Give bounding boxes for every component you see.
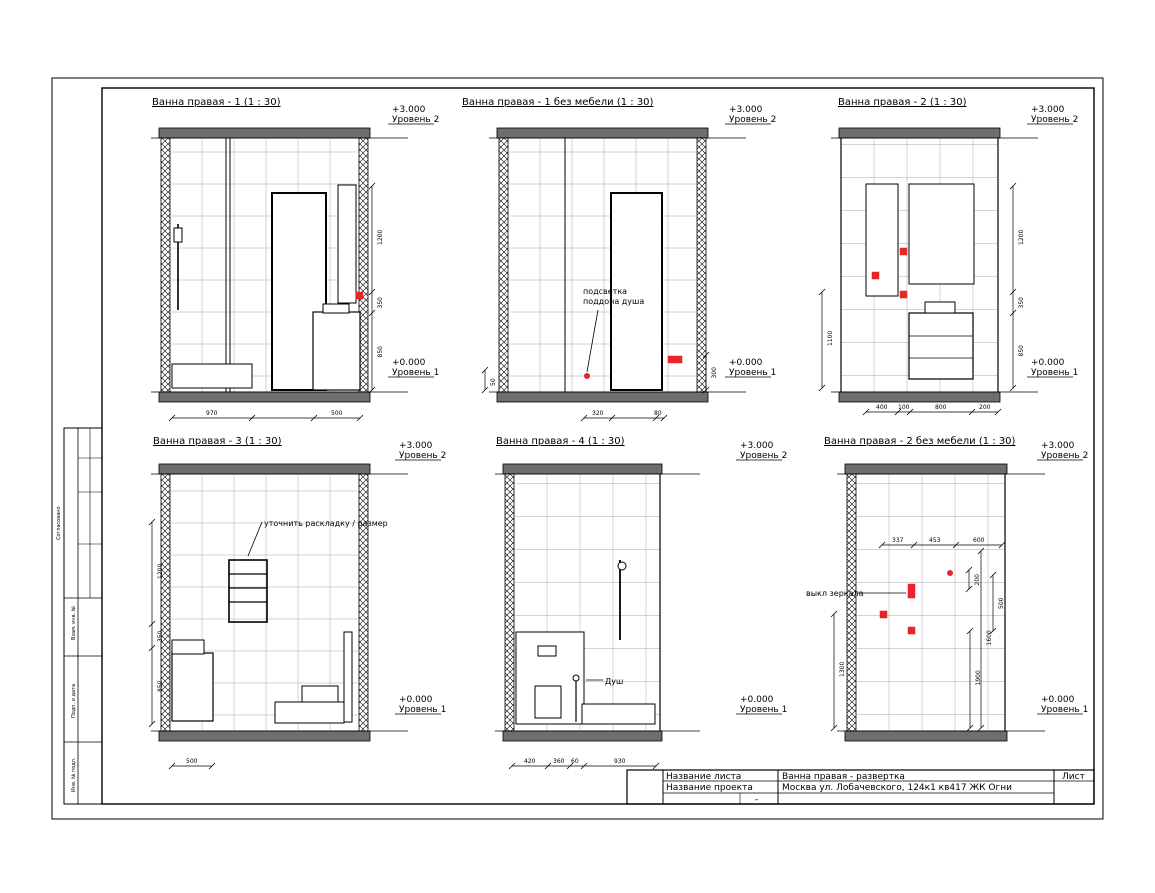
vanity-cabinet	[172, 653, 213, 721]
view-2	[462, 97, 776, 421]
view-title: Ванна правая - 2 (1 : 30)	[838, 97, 967, 108]
level-name-top: Уровень 2	[1041, 451, 1089, 461]
light-marker	[947, 570, 953, 576]
wall-section-right	[359, 474, 368, 731]
floor-slab	[845, 731, 1007, 741]
level-name-bottom: Уровень 1	[392, 368, 440, 378]
pipe-box	[344, 632, 352, 722]
level-mark-top: +3.000	[1041, 441, 1075, 451]
dimension-label: 930	[614, 758, 626, 765]
leader-line	[587, 310, 598, 372]
mirror-cabinet	[866, 184, 898, 296]
socket-marker	[908, 591, 915, 598]
dimension-label: 50	[490, 378, 497, 386]
wall-section-left	[161, 138, 170, 392]
floor-slab	[497, 392, 708, 402]
view-3	[819, 97, 1078, 415]
dimension-label: 1200	[377, 229, 384, 245]
view-4	[149, 436, 446, 769]
dimension-label: 1300	[839, 661, 846, 677]
wall-section-left	[499, 138, 508, 392]
ceiling-slab	[839, 128, 1000, 138]
dimension-label: 1200	[157, 563, 164, 579]
dimension-label: 1900	[975, 670, 982, 686]
socket-marker	[880, 611, 887, 618]
dimension-label: 320	[592, 410, 604, 417]
vanity-cabinet	[313, 312, 360, 390]
dimension-label: 500	[186, 758, 198, 765]
floor-slab	[503, 731, 662, 741]
view-title: Ванна правая - 4 (1 : 30)	[496, 436, 625, 447]
side-stamp	[56, 428, 102, 804]
ceiling-slab	[159, 128, 370, 138]
dimension-label: 200	[979, 404, 991, 411]
ceiling-slab	[503, 464, 662, 474]
ceiling-slab	[497, 128, 708, 138]
annotation-text: выкл зеркала	[806, 589, 864, 598]
leader-line	[248, 522, 262, 556]
shower-tray	[172, 364, 252, 388]
towel-rail	[229, 560, 267, 622]
wall-section-right	[697, 138, 706, 392]
level-name-top: Уровень 2	[740, 451, 788, 461]
dimension-label: 1600	[986, 630, 993, 646]
project-name-value: Москва ул. Лобачевского, 124к1 кв417 ЖК Огни	[782, 783, 1012, 793]
socket-marker	[900, 291, 907, 298]
level-name-bottom: Уровень 1	[399, 705, 447, 715]
annotation-text: подсветка	[583, 287, 628, 296]
level-name-top: Уровень 2	[392, 115, 440, 125]
mirror-cabinet	[338, 185, 356, 303]
dimension-label: 800	[935, 404, 947, 411]
dimension-label: 420	[524, 758, 536, 765]
dimension-label: 850	[157, 680, 164, 692]
view-1	[151, 97, 439, 421]
washbasin	[925, 302, 955, 313]
level-mark-top: +3.000	[1031, 105, 1065, 115]
dimension-label: 350	[157, 630, 164, 642]
annotation-text: поддона душа	[583, 297, 645, 306]
annotation-text: уточнить раскладку / размер	[264, 519, 388, 528]
level-mark-bottom: +0.000	[740, 695, 774, 705]
flush-button	[538, 646, 556, 656]
annotation-text: Душ	[605, 677, 624, 686]
socket-marker	[668, 356, 675, 363]
project-name-label: Название проекта	[666, 783, 753, 793]
level-mark-bottom: +0.000	[392, 358, 426, 368]
list-label: Лист	[1062, 772, 1085, 782]
view-title: Ванна правая - 1 (1 : 30)	[152, 97, 281, 108]
bathtub-edge	[275, 702, 344, 723]
stamp-text: Подп. и дата	[71, 683, 77, 718]
dimension-label: 850	[1018, 345, 1025, 357]
floor-slab	[839, 392, 1000, 402]
dimension-label: 500	[998, 597, 1005, 609]
dimension-label: 200	[974, 574, 981, 586]
views-layer	[149, 97, 1088, 769]
shower-tray	[582, 704, 655, 724]
socket-marker	[908, 627, 915, 634]
socket-marker	[908, 584, 915, 591]
view-6	[806, 436, 1088, 741]
dimension-label: 600	[973, 537, 985, 544]
dimension-label: 500	[331, 410, 343, 417]
level-name-bottom: Уровень 1	[1031, 368, 1079, 378]
floor-slab	[159, 731, 370, 741]
dimension-label: 350	[1018, 297, 1025, 309]
dimension-label: 360	[553, 758, 565, 765]
level-mark-top: +3.000	[729, 105, 763, 115]
level-mark-top: +3.000	[740, 441, 774, 451]
hygienic-shower-icon	[573, 675, 579, 681]
washbasin	[172, 640, 204, 654]
level-name-top: Уровень 2	[729, 115, 777, 125]
dimension-label: 60	[571, 758, 579, 765]
dash-mark: -	[755, 795, 759, 805]
shower-head-icon	[174, 228, 182, 242]
level-mark-bottom: +0.000	[1041, 695, 1075, 705]
light-marker	[584, 373, 590, 379]
level-mark-bottom: +0.000	[399, 695, 433, 705]
wall-hung-toilet	[535, 686, 561, 718]
socket-marker	[872, 272, 879, 279]
level-mark-bottom: +0.000	[1031, 358, 1065, 368]
level-name-top: Уровень 2	[399, 451, 447, 461]
dimension-label: 453	[929, 537, 941, 544]
view-title: Ванна правая - 2 без мебели (1 : 30)	[824, 436, 1016, 447]
stamp-text: Инв. № подл.	[71, 757, 77, 792]
level-mark-bottom: +0.000	[729, 358, 763, 368]
dimension-label: 80	[654, 410, 662, 417]
sheet-name-value: Ванна правая - развертка	[782, 772, 905, 782]
ceiling-slab	[159, 464, 370, 474]
vanity-cabinet	[909, 313, 973, 379]
dimension-label: 850	[377, 346, 384, 358]
level-mark-top: +3.000	[399, 441, 433, 451]
dimension-label: 1100	[827, 330, 834, 346]
washbasin	[323, 304, 349, 313]
dimension-label: 970	[206, 410, 218, 417]
shower-head-icon	[618, 562, 626, 570]
floor-slab	[159, 392, 370, 402]
dimension-label: 337	[892, 537, 904, 544]
dimension-label: 350	[377, 297, 384, 309]
dimension-label: 400	[876, 404, 888, 411]
title-block	[627, 770, 1094, 805]
stamp-text: Согласовано	[56, 506, 62, 540]
toilet	[302, 686, 338, 702]
mirror	[909, 184, 974, 284]
view-title: Ванна правая - 1 без мебели (1 : 30)	[462, 97, 654, 108]
level-name-bottom: Уровень 1	[1041, 705, 1089, 715]
view-title: Ванна правая - 3 (1 : 30)	[153, 436, 282, 447]
dimension-label: 1200	[1018, 229, 1025, 245]
sheet-name-label: Название листа	[666, 772, 742, 782]
level-name-bottom: Уровень 1	[729, 368, 777, 378]
level-mark-top: +3.000	[392, 105, 426, 115]
wall-section-left	[505, 474, 514, 731]
wall-section-left	[847, 474, 856, 731]
ceiling-slab	[845, 464, 1007, 474]
socket-marker	[900, 248, 907, 255]
socket-marker	[356, 292, 363, 299]
dimension-label: 100	[898, 404, 910, 411]
dimension-label: 300	[711, 367, 718, 379]
view-5	[495, 436, 787, 769]
socket-marker	[675, 356, 682, 363]
stamp-text: Взам. инв. №	[71, 606, 77, 640]
level-name-top: Уровень 2	[1031, 115, 1079, 125]
level-name-bottom: Уровень 1	[740, 705, 788, 715]
